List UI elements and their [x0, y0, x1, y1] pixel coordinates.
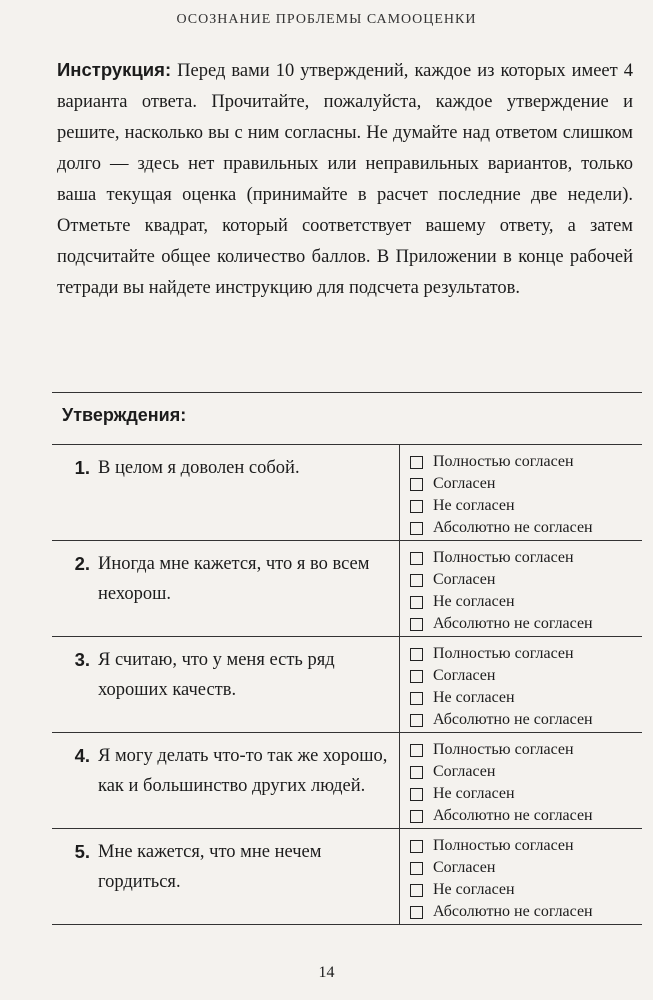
option-fully-agree[interactable]: Полностью согласен [410, 547, 642, 569]
option-agree[interactable]: Согласен [410, 473, 642, 495]
running-header: ОСОЗНАНИЕ ПРОБЛЕМЫ САМООЦЕНКИ [176, 12, 477, 27]
statement-number: 2. [74, 553, 90, 574]
option-disagree[interactable]: Не согласен [410, 687, 642, 709]
statement-row [52, 829, 642, 925]
option-disagree[interactable]: Не согласен [410, 879, 642, 901]
option-strongly-disagree[interactable]: Абсолютно не согласен [410, 517, 642, 539]
checkbox[interactable] [410, 500, 423, 513]
answer-options [400, 829, 642, 924]
option-fully-agree[interactable]: Полностью согласен [410, 739, 642, 761]
option-agree[interactable]: Согласен [410, 665, 642, 687]
checkbox[interactable] [410, 648, 423, 661]
option-disagree[interactable]: Не согласен [410, 495, 642, 517]
option-fully-agree[interactable]: Полностью согласен [410, 643, 642, 665]
answer-options [400, 733, 642, 828]
option-agree[interactable]: Согласен [410, 569, 642, 591]
statement-text: В целом я доволен собой. [98, 458, 300, 478]
statement-row [52, 733, 642, 829]
statement-number: 3. [74, 649, 90, 670]
statement-row [52, 637, 642, 733]
checkbox[interactable] [410, 596, 423, 609]
checkbox[interactable] [410, 574, 423, 587]
answer-options [400, 445, 642, 540]
checkbox[interactable] [410, 456, 423, 469]
option-strongly-disagree[interactable]: Абсолютно не согласен [410, 613, 642, 635]
instruction-text: Перед вами 10 утверждений, каждое из которых имеет 4 варианта ответа. Прочитайте, пожалуйста, каждое утверждение и решите, насколько вы с ним согласны. Не думайте над ответом слишком долго — здесь нет правильных или неправильных вариантов, только ваша текущая оценка (принимайте в расчет последние две недели). Отметьте квадрат, который соответствует вашему ответу, а затем подсчитайте общее количество баллов. В Приложении в конце рабочей тетради вы найдете инструкцию для подсчета результатов. [57, 61, 633, 298]
checkbox[interactable] [410, 810, 423, 823]
checkbox[interactable] [410, 552, 423, 565]
checkbox[interactable] [410, 788, 423, 801]
option-disagree[interactable]: Не согласен [410, 591, 642, 613]
option-fully-agree[interactable]: Полностью согласен [410, 835, 642, 857]
option-agree[interactable]: Согласен [410, 761, 642, 783]
instruction-paragraph [57, 54, 633, 304]
option-strongly-disagree[interactable]: Абсолютно не согласен [410, 709, 642, 731]
option-fully-agree[interactable]: Полностью согласен [410, 451, 642, 473]
option-strongly-disagree[interactable]: Абсолютно не согласен [410, 901, 642, 923]
checkbox[interactable] [410, 884, 423, 897]
statement-number: 5. [74, 841, 90, 862]
checkbox[interactable] [410, 766, 423, 779]
checkbox[interactable] [410, 670, 423, 683]
checkbox[interactable] [410, 618, 423, 631]
checkbox[interactable] [410, 478, 423, 491]
instruction-label: Инструкция: [57, 59, 172, 80]
option-strongly-disagree[interactable]: Абсолютно не согласен [410, 805, 642, 827]
statement-text: Я могу делать что-то так же хорошо, как и большинство других людей. [98, 746, 388, 796]
statement-row [52, 445, 642, 541]
divider [52, 392, 642, 393]
statement-text: Иногда мне кажется, что я во всем нехорош. [98, 554, 370, 604]
statement-text: Я считаю, что у меня есть ряд хороших качеств. [98, 650, 335, 700]
statement-number: 1. [74, 457, 90, 478]
checkbox[interactable] [410, 692, 423, 705]
answer-options [400, 541, 642, 636]
option-disagree[interactable]: Не согласен [410, 783, 642, 805]
statement-row [52, 541, 642, 637]
checkbox[interactable] [410, 714, 423, 727]
statements-heading: Утверждения: [62, 405, 187, 425]
statements-table [52, 444, 642, 925]
statement-number: 4. [74, 745, 90, 766]
checkbox[interactable] [410, 522, 423, 535]
checkbox[interactable] [410, 744, 423, 757]
checkbox[interactable] [410, 840, 423, 853]
checkbox[interactable] [410, 862, 423, 875]
page-number: 14 [318, 964, 335, 981]
checkbox[interactable] [410, 906, 423, 919]
option-agree[interactable]: Согласен [410, 857, 642, 879]
answer-options [400, 637, 642, 732]
statement-text: Мне кажется, что мне нечем гордиться. [98, 842, 322, 892]
